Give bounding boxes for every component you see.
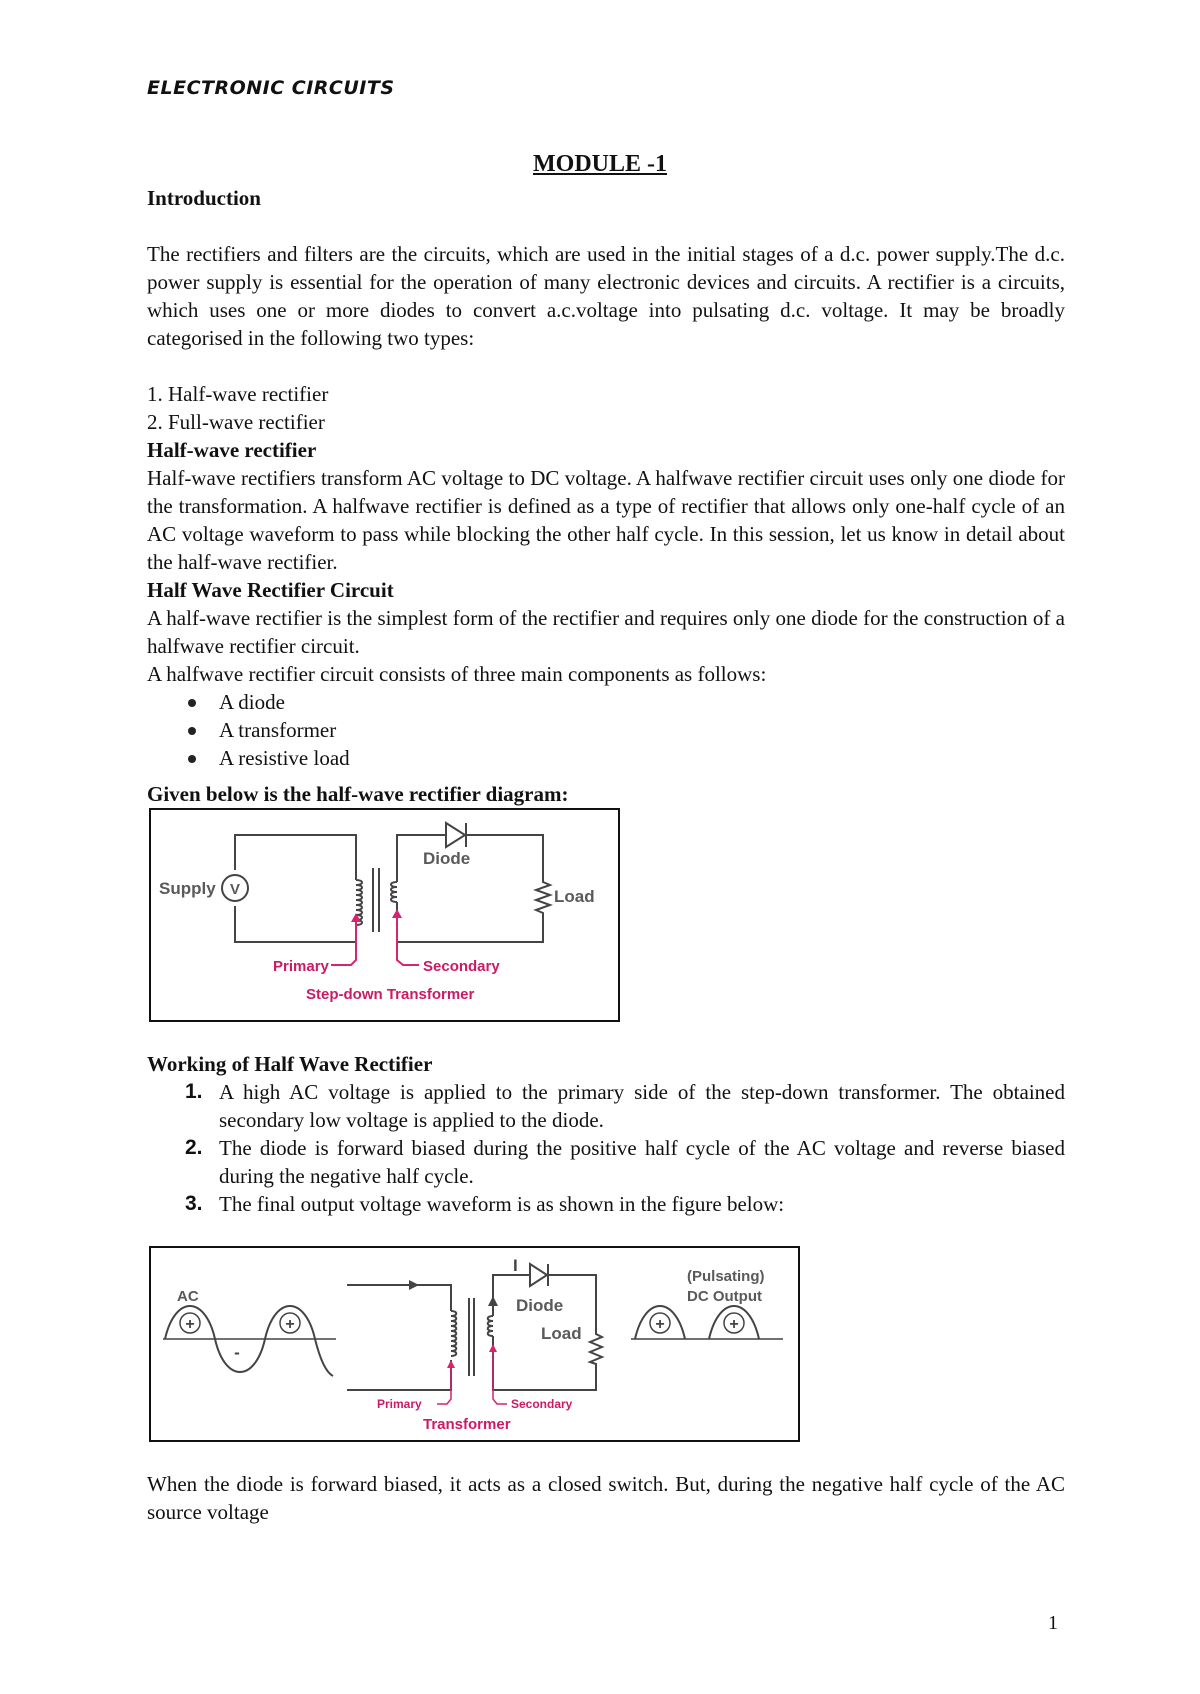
list-item: A resistive load (185, 744, 1065, 772)
load-label: Load (541, 1324, 582, 1343)
output-label-line-2: DC Output (687, 1288, 762, 1305)
transformer-label: Transformer (423, 1416, 511, 1433)
half-wave-output-svg (151, 1248, 798, 1440)
primary-coil-icon (451, 1311, 456, 1356)
half-wave-rectifier-diagram (149, 808, 620, 1022)
ac-positive-sign-2: + (285, 1316, 295, 1333)
list-item (185, 1190, 1065, 1218)
primary-arrow-icon (437, 1360, 455, 1404)
circuit-heading: Half Wave Rectifier Circuit (147, 578, 394, 602)
working-heading: Working of Half Wave Rectifier (147, 1052, 433, 1076)
module-title: MODULE -1 (533, 151, 667, 177)
step-text: A high AC voltage is applied to the primary side of the step-down transformer. The obtained secondary low voltage is applied to the diode. (219, 1080, 1065, 1132)
circuit-paragraph-2: A halfwave rectifier circuit consists of three main components as follows: (147, 662, 767, 686)
rectifier-type-item: 2. Full-wave rectifier (147, 410, 325, 434)
primary-label: Primary (273, 958, 329, 975)
dc-positive-sign-2: + (729, 1316, 739, 1333)
half-wave-paragraph: Half-wave rectifiers transform AC voltage to DC voltage. A halfwave rectifier circuit uses only one diode for the transformation. A halfwave rectifier is defined as a type of rectifier that allows only one-half cycle of an AC voltage waveform to pass while blocking the other half cycle. In this session, let us know in detail about the half-wave rectifier. (147, 466, 1065, 574)
current-label: I (513, 1256, 518, 1275)
half-wave-heading: Half-wave rectifier (147, 438, 317, 462)
primary-label: Primary (377, 1397, 422, 1411)
step-text: The final output voltage waveform is as shown in the figure below: (219, 1192, 785, 1216)
ac-label: AC (177, 1288, 199, 1305)
intro-paragraph: The rectifiers and filters are the circuits, which are used in the initial stages of a d.c. power supply.The d.c. power supply is essential for the operation of many electronic devices and circuits. A rectifier is a circuits, which uses one or more diodes to convert a.c.voltage into pulsating d.c. voltage. It may be broadly categorised in the following two types: (147, 242, 1065, 350)
ac-positive-sign-1: + (185, 1316, 195, 1333)
voltmeter-symbol: V (229, 881, 241, 898)
half-wave-rectifier-svg (151, 810, 618, 1020)
rectifier-type-item: 1. Half-wave rectifier (147, 382, 329, 406)
load-label: Load (554, 887, 595, 906)
list-item: A transformer (185, 716, 1065, 744)
secondary-coil-icon (488, 1316, 493, 1336)
list-item: A diode (185, 688, 1065, 716)
step-number: 2. (185, 1136, 203, 1159)
working-steps (147, 1078, 1065, 1218)
secondary-label: Secondary (511, 1397, 573, 1411)
secondary-label: Secondary (423, 958, 500, 975)
diode-icon (441, 823, 469, 847)
secondary-coil-icon (391, 882, 397, 902)
component-list (147, 688, 1065, 772)
circuit-paragraph-1: A half-wave rectifier is the simplest form of the rectifier and requires only one diode for the construction of a halfwave rectifier circuit. (147, 606, 1065, 658)
step-number: 1. (185, 1080, 203, 1103)
dc-positive-sign-1: + (655, 1316, 665, 1333)
ac-negative-sign: - (234, 1343, 240, 1362)
step-number: 3. (185, 1192, 203, 1215)
page-number: 1 (1048, 1612, 1058, 1634)
diode-label: Diode (423, 849, 471, 868)
list-item (185, 1078, 1065, 1134)
output-label-line-1: (Pulsating) (687, 1268, 765, 1285)
half-wave-output-diagram (149, 1246, 800, 1442)
load-resistor-icon (590, 1330, 602, 1366)
closing-paragraph: When the diode is forward biased, it acts as a closed switch. But, during the negative half cycle of the AC source voltage (147, 1472, 1065, 1524)
primary-arrow-icon (331, 913, 361, 965)
supply-label: Supply (159, 879, 216, 898)
load-resistor-icon (536, 878, 550, 916)
secondary-arrow-icon (392, 909, 419, 965)
step-text: The diode is forward biased during the positive half cycle of the AC voltage and reverse biased during the negative half cycle. (219, 1136, 1065, 1188)
diagram-caption: Given below is the half-wave rectifier diagram: (147, 782, 569, 806)
running-head: ELECTRONIC CIRCUITS (147, 77, 395, 99)
diode-label: Diode (516, 1296, 564, 1315)
content (147, 184, 1065, 1526)
secondary-arrow-icon (489, 1344, 507, 1404)
list-item (185, 1134, 1065, 1190)
transformer-label: Step-down Transformer (306, 986, 475, 1003)
diode-icon (523, 1264, 551, 1286)
intro-heading: Introduction (147, 186, 261, 210)
